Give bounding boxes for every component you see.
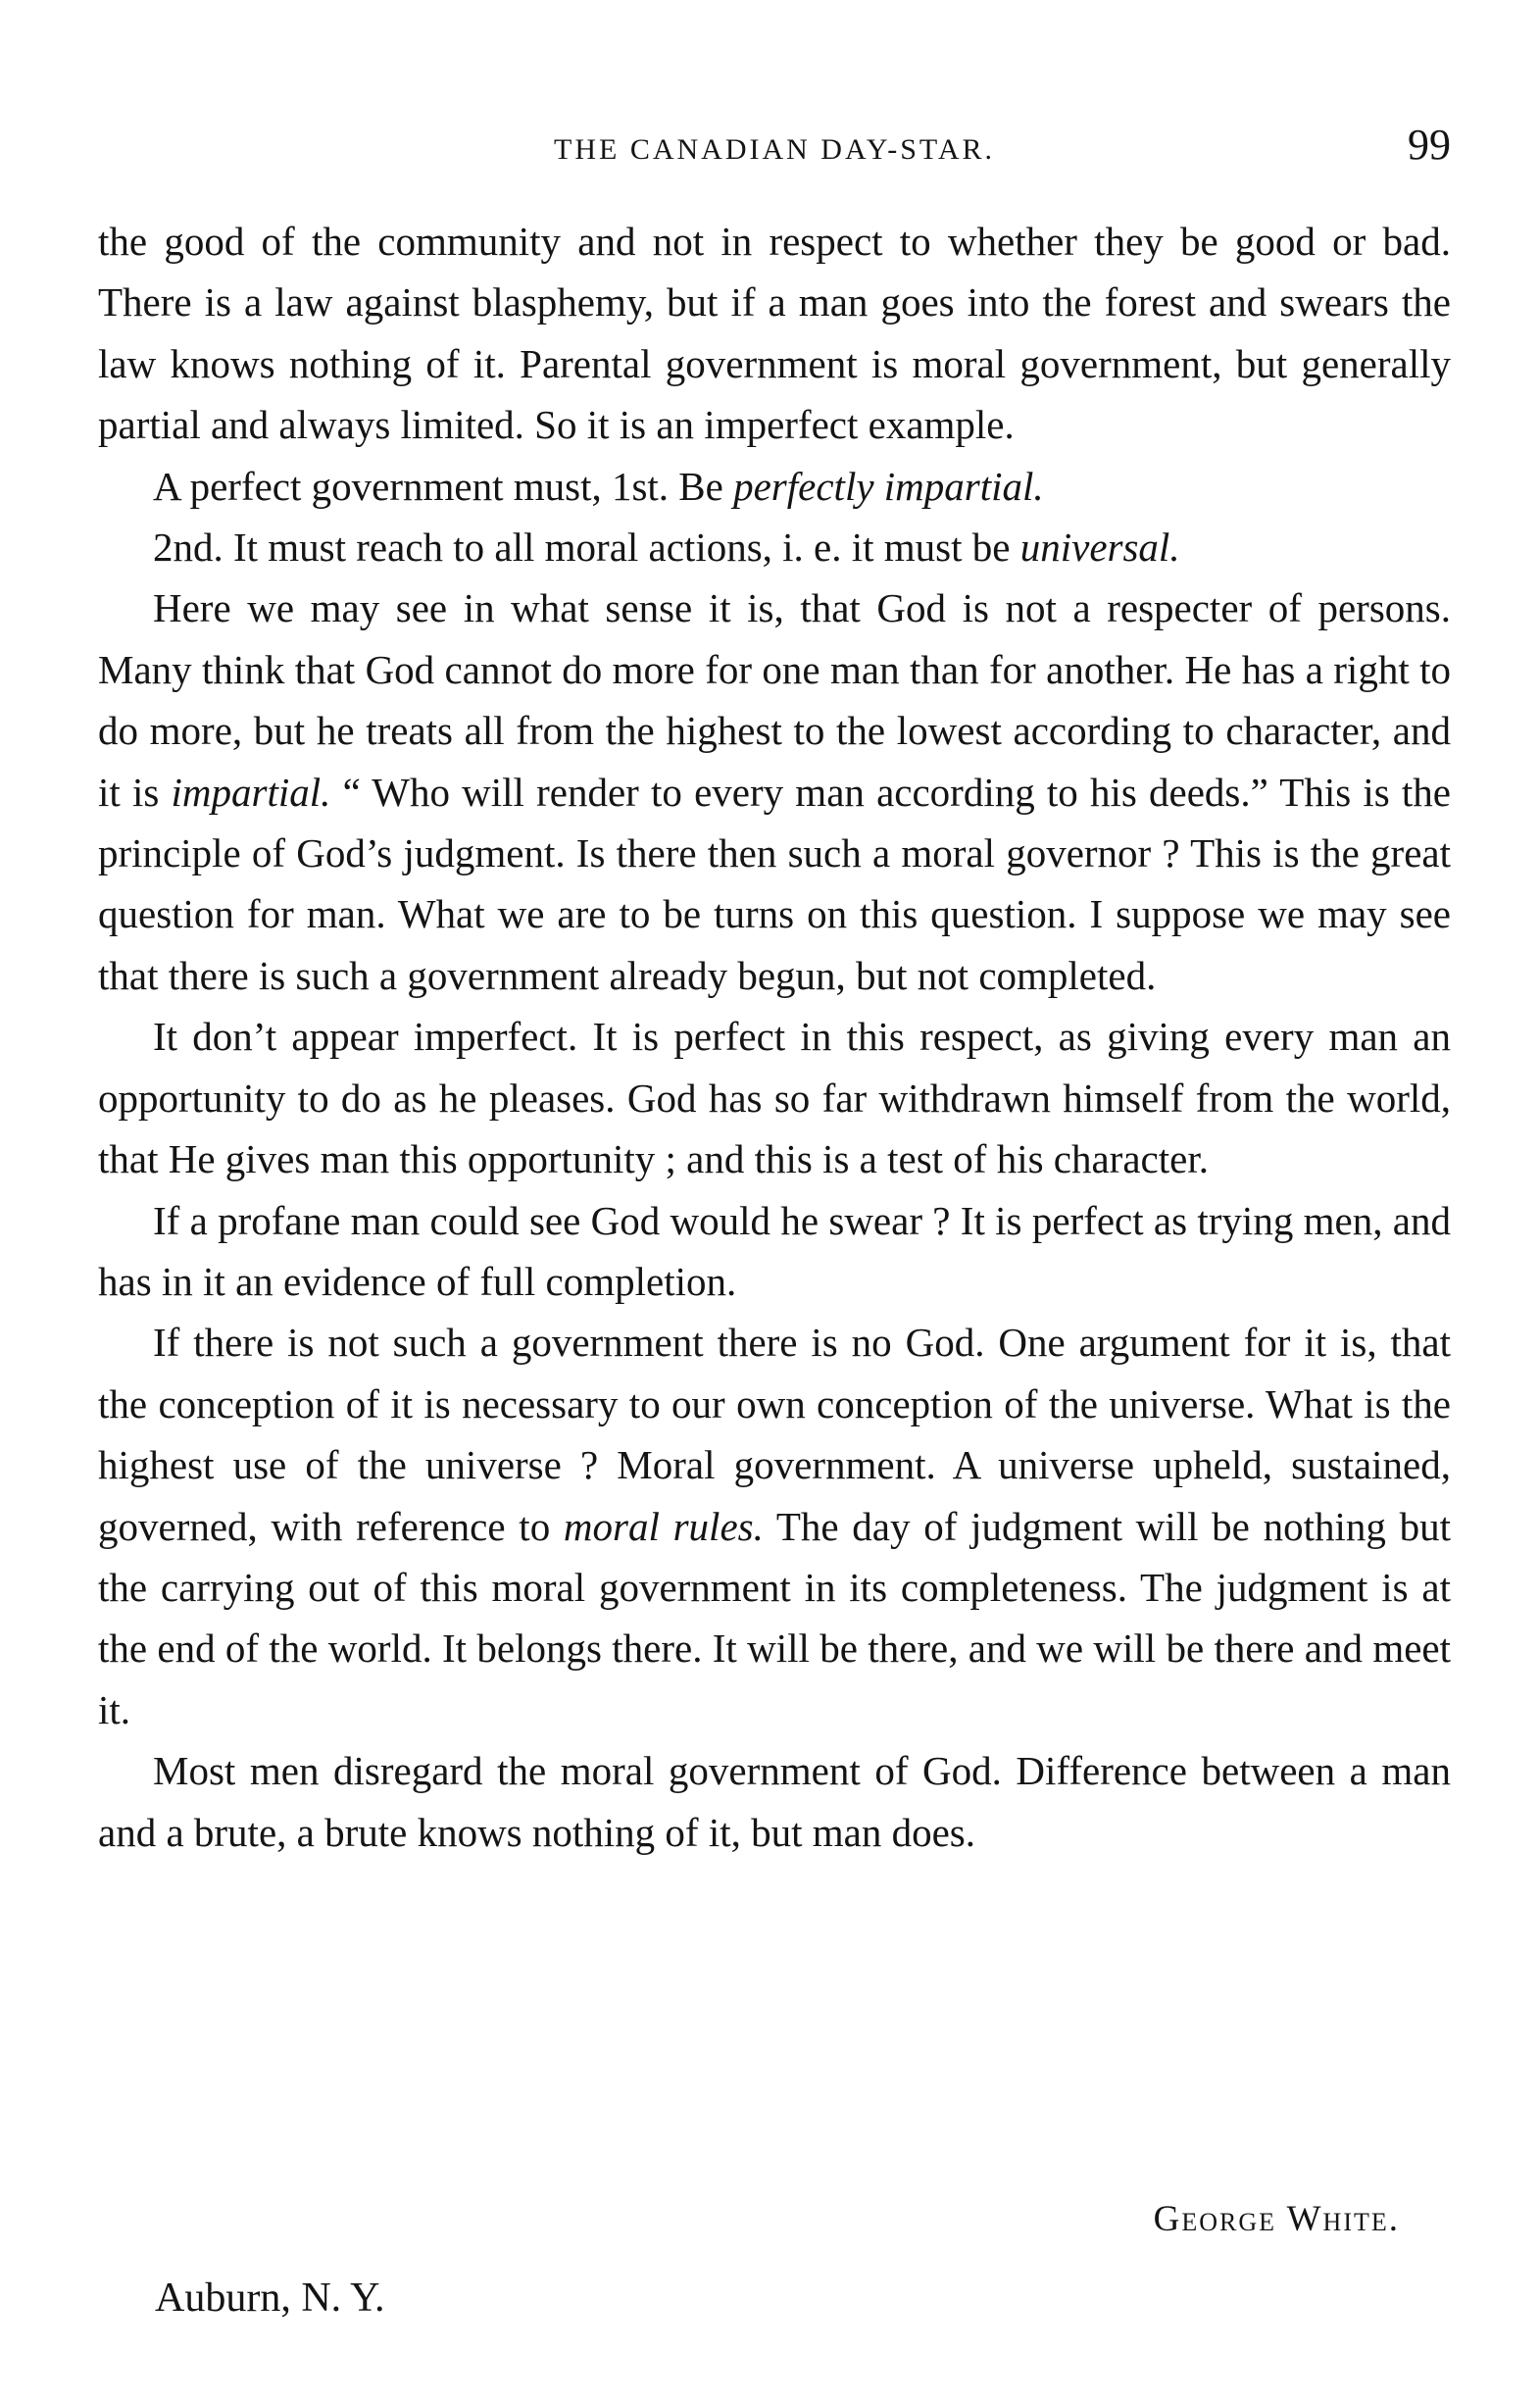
- italic-text: impartial.: [171, 769, 331, 815]
- running-title: THE CANADIAN DAY-STAR.: [554, 133, 995, 166]
- text-run: It don’t appear imperfect. It is perfect in this respect, as giving every man an opportunity to do as he pleases. God has so far withdrawn himself from the world, that He gives man this opportunity ; and this is a test of his character.: [98, 1014, 1451, 1182]
- document-page: [98, 0, 1451, 2401]
- page-number: 99: [1408, 121, 1451, 169]
- article-body: [98, 211, 1451, 1863]
- running-head: [98, 116, 1451, 175]
- place-line: Auburn, N. Y.: [155, 2276, 385, 2321]
- text-run: If a profane man could see God would he swear ? It is perfect as trying men, and has in it an evidence of full completion.: [98, 1197, 1451, 1304]
- paragraph: [98, 577, 1451, 1006]
- text-run: the good of the community and not in respect to whether they be good or bad. There is a law against blasphemy, but if a man goes into the forest and swears the law knows nothing of it. Parental government is moral government, but generally partial and always limited. So it is an imperfect example.: [98, 219, 1451, 448]
- paragraph: [98, 1312, 1451, 1740]
- author-signature: George White.: [1153, 2199, 1400, 2239]
- italic-text: universal.: [1019, 525, 1180, 571]
- italic-text: moral rules.: [563, 1503, 764, 1549]
- text-run: Most men disregard the moral government of God. Difference between a man and a brute, a brute knows nothing of it, but man does.: [98, 1748, 1451, 1855]
- paragraph: [98, 517, 1451, 577]
- text-run: The day of judgment will be nothing but the carrying out of this moral government in its completeness. The judgment is at the end of the world. It belongs there. It will be there, and we will be there and meet it.: [98, 1503, 1451, 1732]
- text-run: 2nd. It must reach to all moral actions, i. e. it must be: [153, 525, 1020, 571]
- paragraph: [98, 1006, 1451, 1189]
- text-run: “ Who will render to every man according to his deeds.” This is the principle of God’s judgment. Is there then such a moral governor ? This is the great question for man. What we are to be turns on this question. I suppose we may see that there is such a government already begun, but not completed.: [98, 769, 1451, 998]
- text-run: A perfect government must, 1st. Be: [153, 463, 734, 509]
- paragraph: [98, 456, 1451, 517]
- paragraph: [98, 1190, 1451, 1313]
- text-run: If there is not such a government there is no God. One argument for it is, that the conception of it is necessary to our own conception of the universe. What is the highest use of the universe ? Moral government. A universe upheld, sustained, governed, with reference to: [98, 1320, 1451, 1549]
- italic-text: perfectly impartial.: [733, 463, 1044, 509]
- paragraph: [98, 211, 1451, 456]
- paragraph: [98, 1740, 1451, 1863]
- text-run: Here we may see in what sense it is, that God is not a respecter of persons. Many think that God cannot do more for one man than for another. He has a right to do more, but he treats all from the highest to the lowest according to character, and it is: [98, 585, 1451, 815]
